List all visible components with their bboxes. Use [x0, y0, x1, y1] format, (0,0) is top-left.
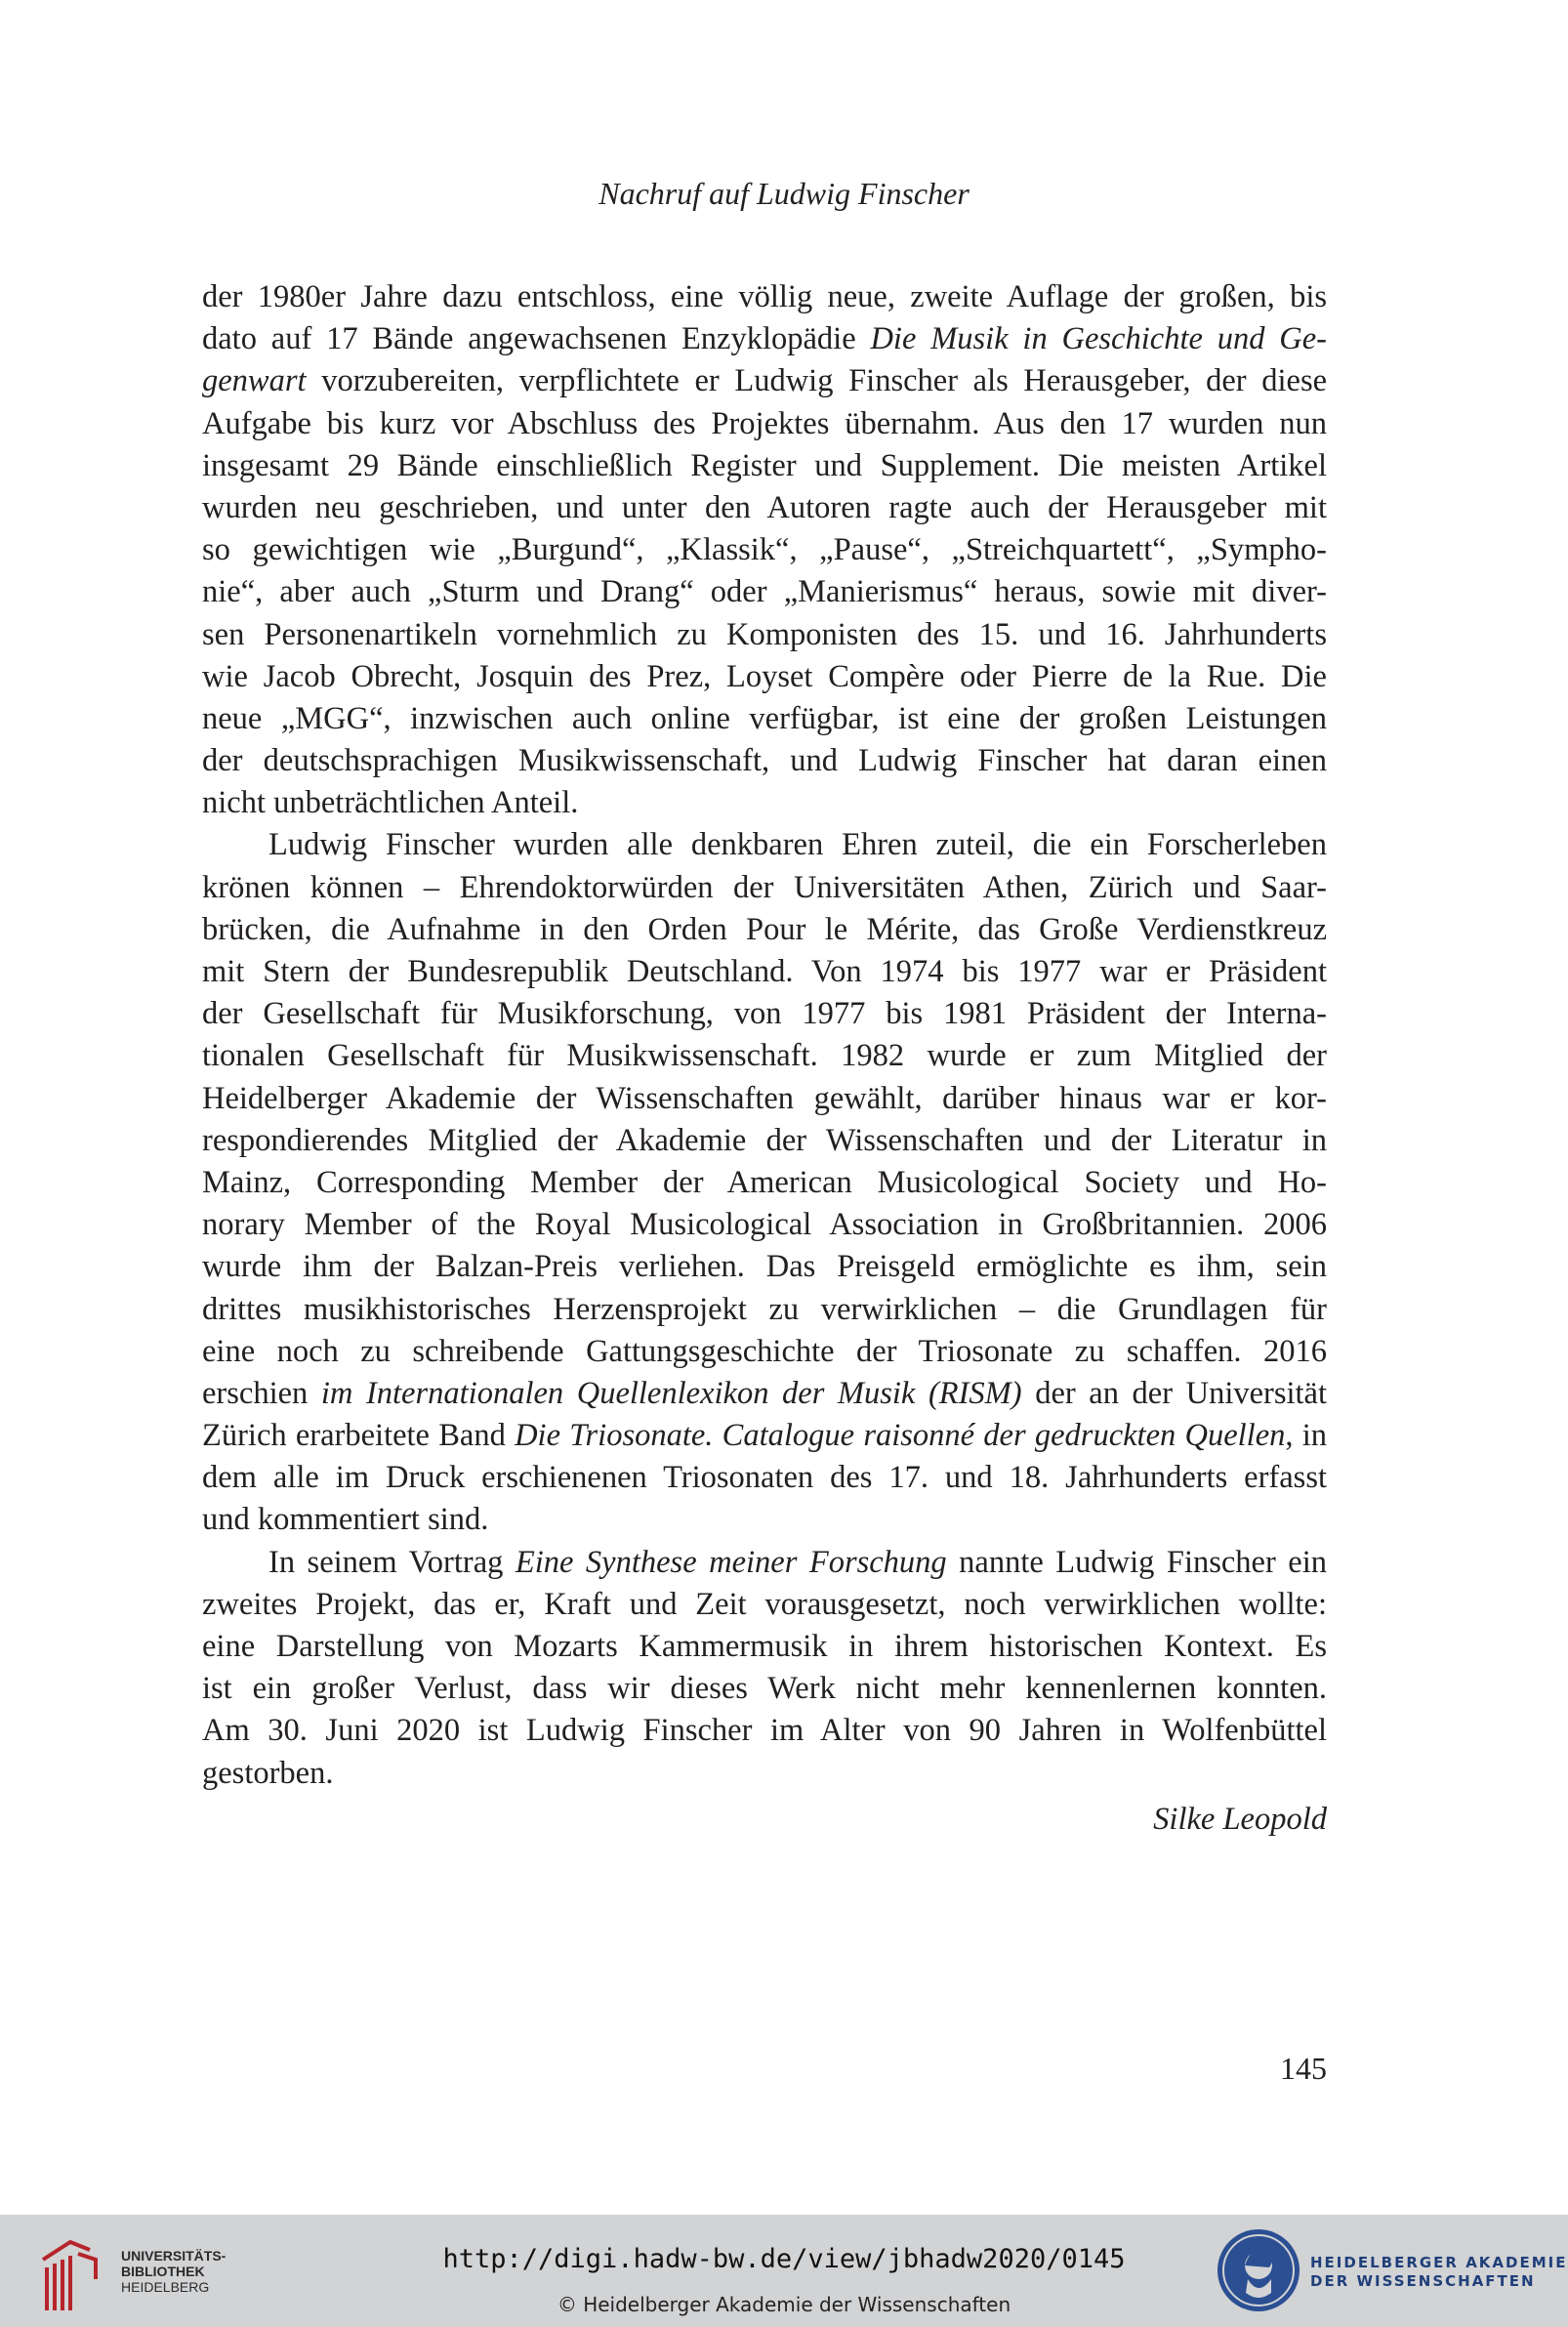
text-line: wie Jacob Obrecht, Josquin des Prez, Loyset Compère oder Pierre de la Rue. Die: [202, 658, 1327, 694]
page-number: 145: [1280, 2051, 1327, 2086]
minerva-seal-icon: [1213, 2224, 1305, 2317]
text-line: sen Personenartikeln vornehmlich zu Komponisten des 15. und 16. Jahrhunderts: [202, 616, 1327, 652]
text-line: Aufgabe bis kurz vor Abschluss des Projektes übernahm. Aus den 17 wurden nun: [202, 405, 1327, 441]
text-line: Am 30. Juni 2020 ist Ludwig Finscher im Alter von 90 Jahren in Wolfenbüttel: [202, 1713, 1327, 1749]
text-line: In seinem Vortrag Eine Synthese meiner Forschung nannte Ludwig Finscher ein: [268, 1544, 1327, 1580]
text-line: gestorben.: [202, 1755, 334, 1791]
text-line: zweites Projekt, das er, Kraft und Zeit vorausgesetzt, noch verwirklichen wollte:: [202, 1586, 1327, 1622]
running-head: Nachruf auf Ludwig Finscher: [598, 176, 970, 211]
text-line: drittes musikhistorisches Herzensprojekt zu verwirklichen – die Grundlagen für: [202, 1291, 1327, 1327]
text-line: wurden neu geschrieben, und unter den Autoren ragte auch der Herausgeber mit: [202, 489, 1327, 525]
text-line: dato auf 17 Bände angewachsenen Enzyklopädie Die Musik in Geschichte und Ge-: [202, 321, 1327, 357]
text-line: so gewichtigen wie „Burgund“, „Klassik“, „Pause“, „Streichquartett“, „Sympho-: [202, 532, 1327, 568]
text-line: Ludwig Finscher wurden alle denkbaren Ehren zuteil, die ein Forscherleben: [268, 827, 1327, 863]
body-text: [202, 276, 1327, 1795]
text-line: krönen können – Ehrendoktorwürden der Universitäten Athen, Zürich und Saar-: [202, 869, 1327, 905]
text-line: genwart vorzubereiten, verpflichtete er Ludwig Finscher als Herausgeber, der diese: [202, 363, 1328, 399]
text-line: insgesamt 29 Bände einschließlich Register und Supplement. Die meisten Artikel: [202, 447, 1327, 483]
text-line: eine noch zu schreibende Gattungsgeschichte der Triosonate zu schaffen. 2016: [202, 1333, 1327, 1369]
hadw-logo[interactable]: [1213, 2224, 1568, 2317]
text-line: tionalen Gesellschaft für Musikwissenschaft. 1982 wurde er zum Mitglied der: [202, 1038, 1327, 1074]
text-line: Heidelberger Akademie der Wissenschaften gewählt, darüber hinaus war er kor-: [202, 1080, 1327, 1116]
copyright-notice: © Heidelberger Akademie der Wissenschaften: [557, 2293, 1011, 2316]
text-line: und kommentiert sind.: [202, 1502, 489, 1538]
text-line: respondierendes Mitglied der Akademie der Wissenschaften und der Literatur in: [202, 1122, 1327, 1158]
footer-bar: [0, 2215, 1568, 2327]
hadw-logo-text: HEIDELBERGER AKADEMIE DER WISSENSCHAFTEN: [1310, 2254, 1568, 2290]
text-line: dem alle im Druck erschienenen Triosonaten des 17. und 18. Jahrhunderts erfasst: [202, 1460, 1327, 1496]
document-url[interactable]: http://digi.hadw-bw.de/view/jbhadw2020/0145: [442, 2244, 1126, 2274]
text-line: ist ein großer Verlust, dass wir dieses Werk nicht mehr kennenlernen konnten.: [202, 1671, 1327, 1707]
text-line: der 1980er Jahre dazu entschloss, eine völlig neue, zweite Auflage der großen, bis: [202, 279, 1327, 314]
text-line: mit Stern der Bundesrepublik Deutschland. Von 1974 bis 1977 war er Präsident: [202, 954, 1327, 989]
text-line: eine Darstellung von Mozarts Kammermusik in ihrem historischen Kontext. Es: [202, 1629, 1327, 1664]
author-signature: Silke Leopold: [1153, 1802, 1327, 1837]
text-line: Zürich erarbeitete Band Die Triosonate. Catalogue raisonné der gedruckten Quellen, in: [202, 1418, 1328, 1454]
text-line: nicht unbeträchtlichen Anteil.: [202, 785, 579, 821]
text-line: der deutschsprachigen Musikwissenschaft, und Ludwig Finscher hat daran einen: [202, 743, 1327, 779]
text-line: wurde ihm der Balzan-Preis verliehen. Das Preisgeld ermöglichte es ihm, sein: [202, 1249, 1327, 1285]
text-line: norary Member of the Royal Musicological Association in Großbritannien. 2006: [202, 1207, 1327, 1243]
text-line: Mainz, Corresponding Member der American Musicological Society und Ho-: [202, 1164, 1327, 1200]
text-line: brücken, die Aufnahme in den Orden Pour le Mérite, das Große Verdienstkreuz: [202, 911, 1327, 947]
text-line: erschien im Internationalen Quellenlexikon der Musik (RISM) der an der Universität: [202, 1375, 1328, 1411]
text-line: nie“, aber auch „Sturm und Drang“ oder „Manierismus“ heraus, sowie mit diver-: [202, 574, 1327, 610]
ub-logo-text: UNIVERSITÄTS- BIBLIOTHEK HEIDELBERG: [121, 2248, 227, 2295]
text-line: der Gesellschaft für Musikforschung, von 1977 bis 1981 Präsident der Interna-: [202, 996, 1327, 1032]
text-line: neue „MGG“, inzwischen auch online verfügbar, ist eine der großen Leistungen: [202, 700, 1327, 736]
